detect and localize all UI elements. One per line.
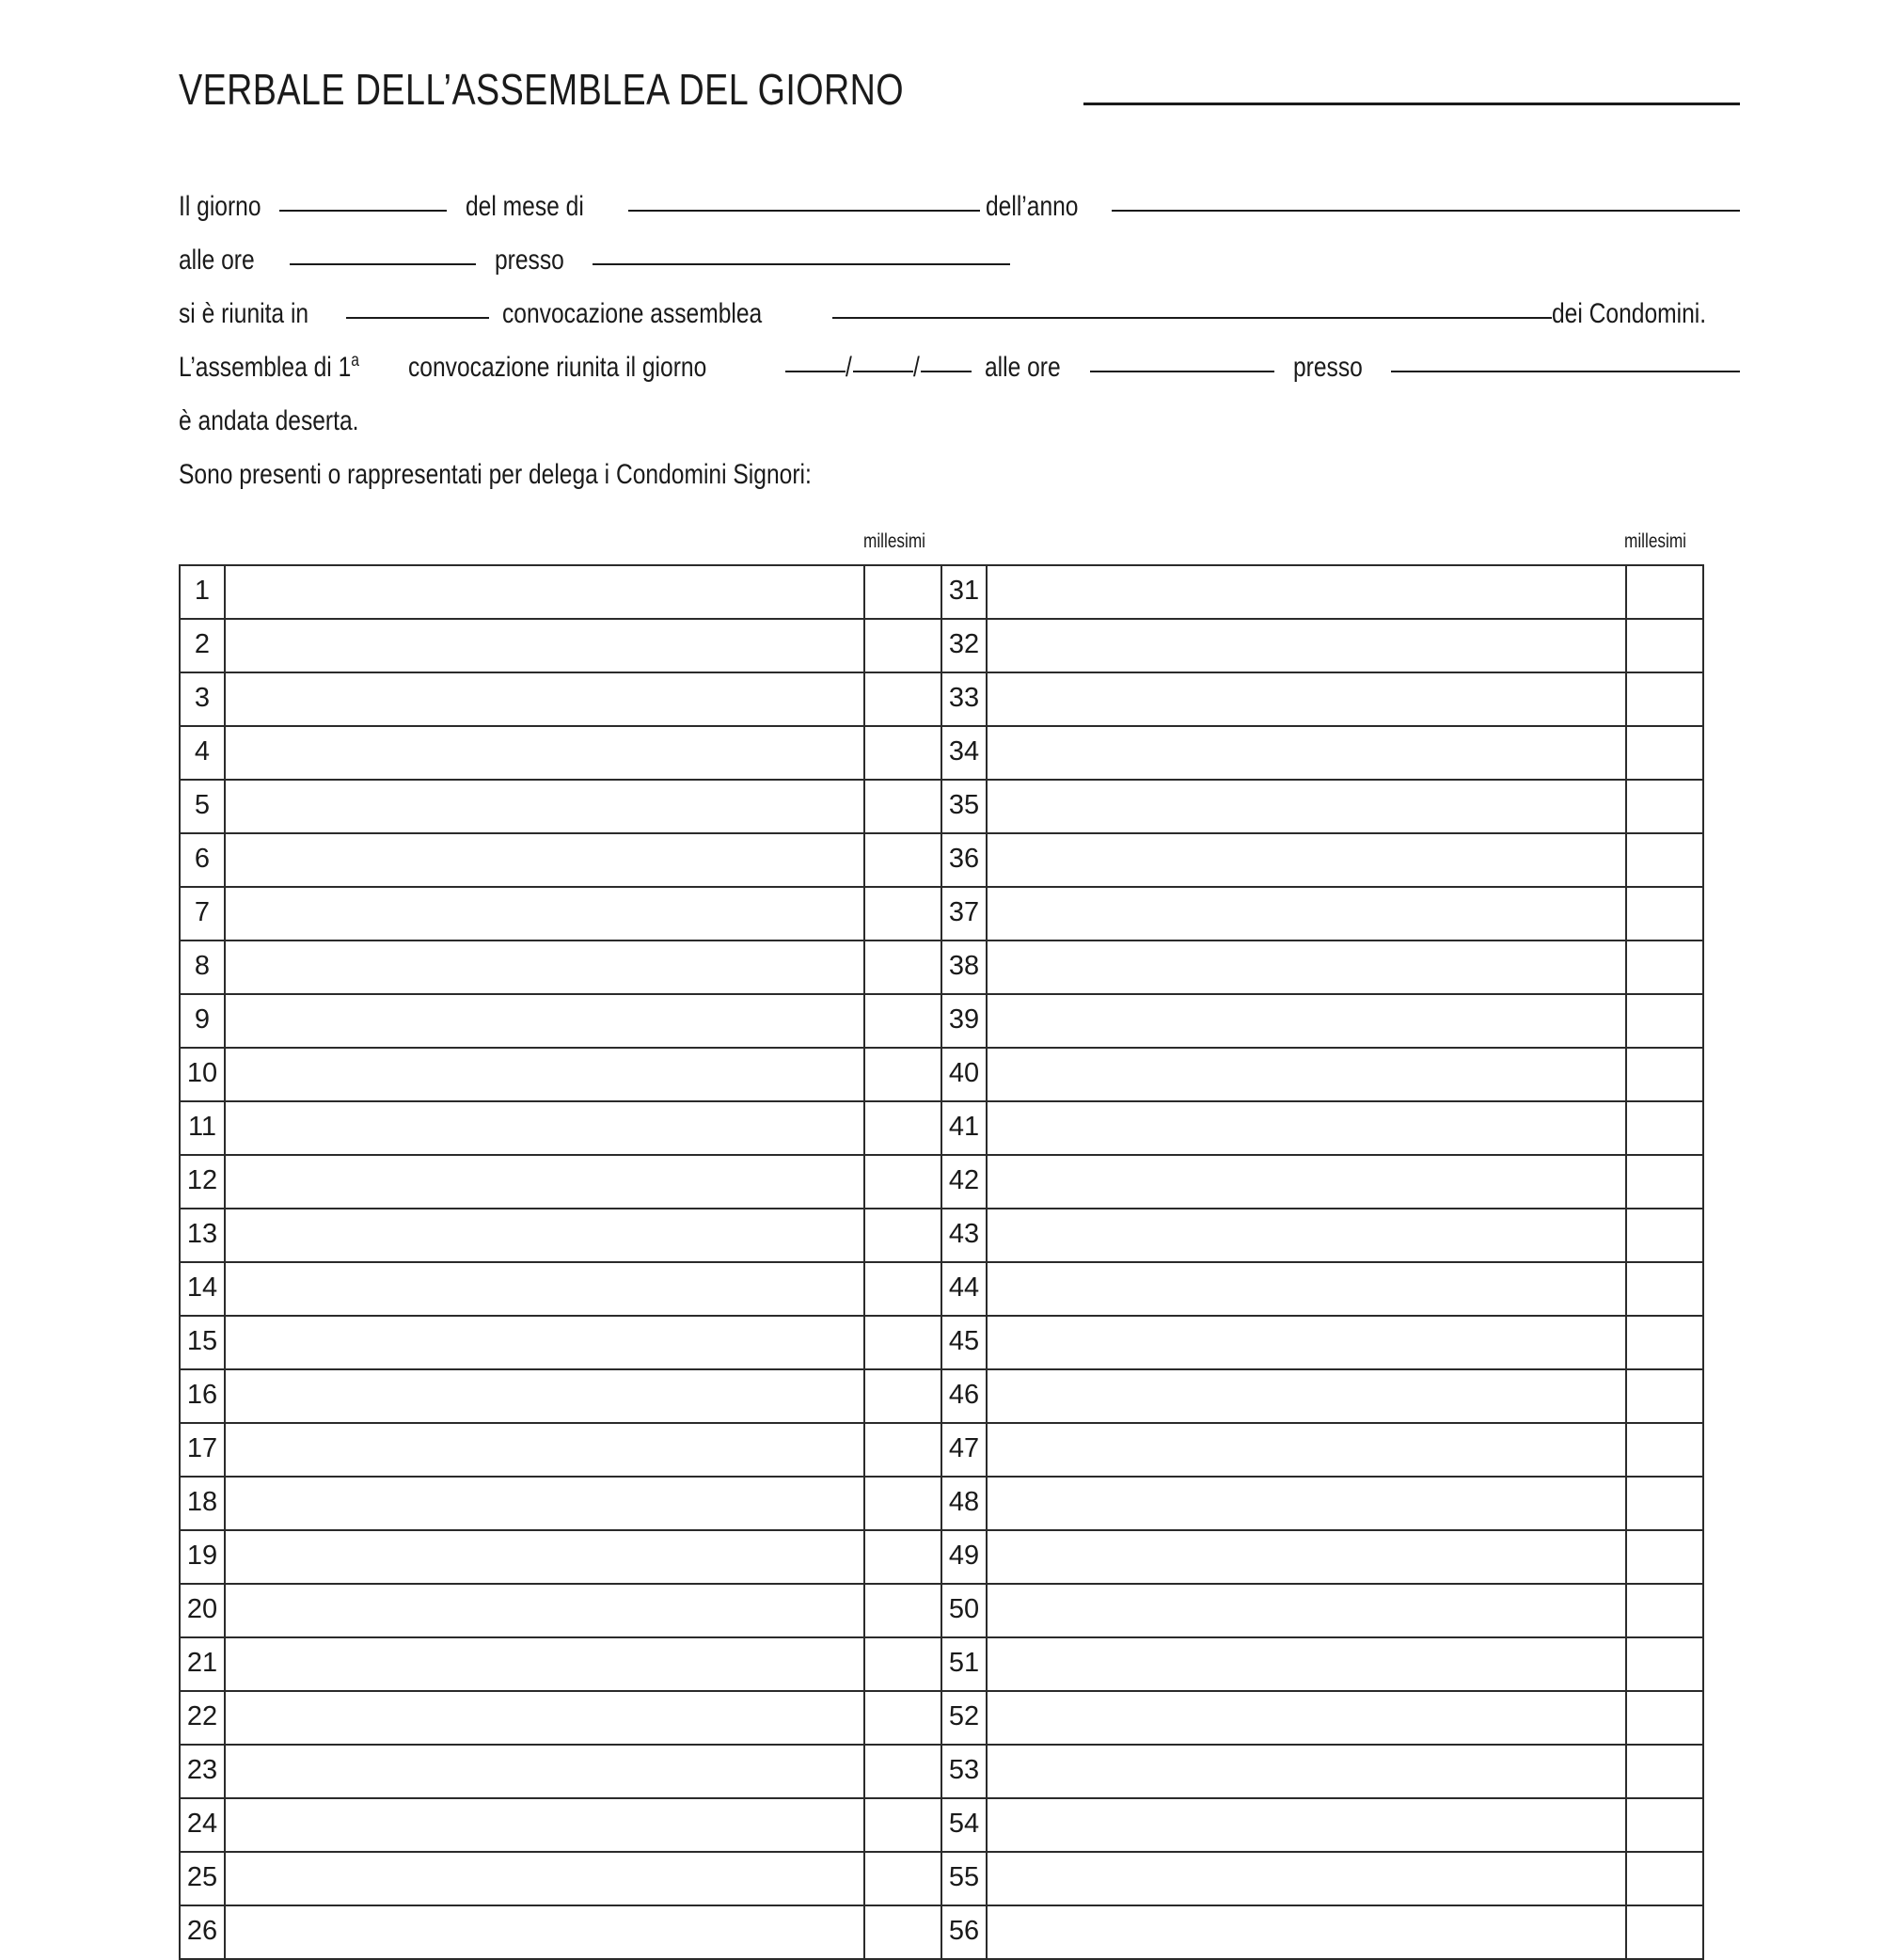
- condomino-name-left[interactable]: [225, 940, 864, 994]
- millesimi-right[interactable]: [1626, 1048, 1703, 1101]
- millesimi-left[interactable]: [864, 780, 941, 833]
- condomino-name-right[interactable]: [987, 1316, 1626, 1369]
- condomino-name-left[interactable]: [225, 1798, 864, 1852]
- millesimi-left[interactable]: [864, 1423, 941, 1477]
- row-number-left: 19: [180, 1530, 225, 1584]
- condomino-name-right[interactable]: [987, 672, 1626, 726]
- condomino-name-left[interactable]: [225, 726, 864, 780]
- millesimi-left[interactable]: [864, 1209, 941, 1262]
- condomino-name-left[interactable]: [225, 833, 864, 887]
- row-number-right: 42: [941, 1155, 987, 1209]
- millesimi-right[interactable]: [1626, 619, 1703, 672]
- label-assemblea-prima-text: L’assemblea di 1: [179, 352, 352, 383]
- condomino-name-left[interactable]: [225, 994, 864, 1048]
- page-title-text: VERBALE DELL’ASSEMBLEA DEL GIORNO: [179, 65, 905, 114]
- date-slash-1: /: [845, 352, 852, 383]
- label-si-e-riunita-in: si è riunita in: [179, 298, 309, 329]
- text-sono-presenti: Sono presenti o rappresentati per delega i Condomini Signori:: [179, 459, 812, 490]
- row-number-left: 5: [180, 780, 225, 833]
- millesimi-left[interactable]: [864, 565, 941, 619]
- table-row: [180, 1584, 1703, 1637]
- condomino-name-right[interactable]: [987, 833, 1626, 887]
- condomino-name-left[interactable]: [225, 1369, 864, 1423]
- row-number-right: 34: [941, 726, 987, 780]
- condomino-name-left[interactable]: [225, 1262, 864, 1316]
- row-number-right: 50: [941, 1584, 987, 1637]
- row-number-right: 44: [941, 1262, 987, 1316]
- table-row: [180, 1155, 1703, 1209]
- table-row: [180, 940, 1703, 994]
- millesimi-right[interactable]: [1626, 780, 1703, 833]
- row-number-left: 15: [180, 1316, 225, 1369]
- millesimi-left[interactable]: [864, 1369, 941, 1423]
- condomino-name-right[interactable]: [987, 940, 1626, 994]
- row-number-right: 38: [941, 940, 987, 994]
- condomino-name-right[interactable]: [987, 1584, 1626, 1637]
- attendance-table: [179, 564, 1704, 1960]
- date-slash-2: /: [912, 352, 920, 383]
- millesimi-left[interactable]: [864, 1798, 941, 1852]
- label-presso: presso: [495, 245, 565, 276]
- label-del-mese-di: del mese di: [465, 191, 584, 222]
- table-row: [180, 1691, 1703, 1745]
- condomino-name-right[interactable]: [987, 1101, 1626, 1155]
- table-row: [180, 1905, 1703, 1959]
- condomino-name-right[interactable]: [987, 1637, 1626, 1691]
- millesimi-right[interactable]: [1626, 1262, 1703, 1316]
- label-alle-ore: alle ore: [179, 245, 255, 276]
- condomino-name-right[interactable]: [987, 1477, 1626, 1530]
- millesimi-left[interactable]: [864, 1691, 941, 1745]
- row-number-left: 1: [180, 565, 225, 619]
- table-row: [180, 833, 1703, 887]
- row-number-right: 48: [941, 1477, 987, 1530]
- millesimi-right[interactable]: [1626, 1155, 1703, 1209]
- millesimi-right[interactable]: [1626, 940, 1703, 994]
- label-ordinal-suffix: a: [351, 351, 359, 371]
- millesimi-right[interactable]: [1626, 672, 1703, 726]
- row-number-right: 53: [941, 1745, 987, 1798]
- table-row: [180, 1852, 1703, 1905]
- millesimi-right[interactable]: [1626, 1477, 1703, 1530]
- condomino-name-left[interactable]: [225, 1637, 864, 1691]
- condomino-name-right[interactable]: [987, 565, 1626, 619]
- table-row: [180, 1477, 1703, 1530]
- millesimi-right[interactable]: [1626, 1584, 1703, 1637]
- millesimi-left[interactable]: [864, 1852, 941, 1905]
- condomino-name-left[interactable]: [225, 780, 864, 833]
- text-andata-deserta: è andata deserta.: [179, 405, 359, 436]
- millesimi-left[interactable]: [864, 1155, 941, 1209]
- table-row: [180, 1048, 1703, 1101]
- millesimi-right[interactable]: [1626, 994, 1703, 1048]
- condomino-name-left[interactable]: [225, 1477, 864, 1530]
- row-number-left: 25: [180, 1852, 225, 1905]
- table-row: [180, 726, 1703, 780]
- condomino-name-left[interactable]: [225, 1745, 864, 1798]
- condomino-name-right[interactable]: [987, 780, 1626, 833]
- row-number-left: 2: [180, 619, 225, 672]
- row-number-right: 52: [941, 1691, 987, 1745]
- millesimi-right[interactable]: [1626, 726, 1703, 780]
- millesimi-left[interactable]: [864, 994, 941, 1048]
- condomino-name-left[interactable]: [225, 1584, 864, 1637]
- table-row: [180, 1745, 1703, 1798]
- table-row: [180, 1316, 1703, 1369]
- millesimi-left[interactable]: [864, 940, 941, 994]
- row-number-right: 43: [941, 1209, 987, 1262]
- row-number-right: 37: [941, 887, 987, 940]
- table-row: [180, 887, 1703, 940]
- condomino-name-left[interactable]: [225, 1155, 864, 1209]
- table-row: [180, 1798, 1703, 1852]
- millesimi-right[interactable]: [1626, 1905, 1703, 1959]
- row-number-right: 39: [941, 994, 987, 1048]
- row-number-right: 45: [941, 1316, 987, 1369]
- millesimi-left[interactable]: [864, 672, 941, 726]
- row-number-left: 18: [180, 1477, 225, 1530]
- millesimi-right[interactable]: [1626, 565, 1703, 619]
- condomino-name-left[interactable]: [225, 887, 864, 940]
- millesimi-caption-left: millesimi: [863, 530, 926, 552]
- label-convocazione-riunita-giorno: convocazione riunita il giorno: [407, 352, 707, 383]
- millesimi-left[interactable]: [864, 619, 941, 672]
- label-presso-2: presso: [1292, 352, 1363, 383]
- row-number-right: 41: [941, 1101, 987, 1155]
- millesimi-left[interactable]: [864, 1101, 941, 1155]
- condomino-name-right[interactable]: [987, 1155, 1626, 1209]
- condomino-name-right[interactable]: [987, 1048, 1626, 1101]
- millesimi-left[interactable]: [864, 833, 941, 887]
- condomino-name-right[interactable]: [987, 1852, 1626, 1905]
- row-number-right: 31: [941, 565, 987, 619]
- row-number-right: 51: [941, 1637, 987, 1691]
- millesimi-left[interactable]: [864, 1262, 941, 1316]
- millesimi-right[interactable]: [1626, 1691, 1703, 1745]
- condomino-name-left[interactable]: [225, 1423, 864, 1477]
- condomino-name-left[interactable]: [225, 565, 864, 619]
- table-row: [180, 1262, 1703, 1316]
- condomino-name-right[interactable]: [987, 1905, 1626, 1959]
- millesimi-left[interactable]: [864, 1048, 941, 1101]
- millesimi-right[interactable]: [1626, 1530, 1703, 1584]
- millesimi-left[interactable]: [864, 887, 941, 940]
- condomino-name-left[interactable]: [225, 1905, 864, 1959]
- millesimi-left[interactable]: [864, 1530, 941, 1584]
- millesimi-right[interactable]: [1626, 1637, 1703, 1691]
- table-row: [180, 1530, 1703, 1584]
- label-il-giorno: Il giorno: [179, 191, 261, 222]
- millesimi-left[interactable]: [864, 1745, 941, 1798]
- millesimi-right[interactable]: [1626, 833, 1703, 887]
- condomino-name-right[interactable]: [987, 994, 1626, 1048]
- condomino-name-right[interactable]: [987, 1745, 1626, 1798]
- row-number-left: 12: [180, 1155, 225, 1209]
- millesimi-left[interactable]: [864, 726, 941, 780]
- condomino-name-left[interactable]: [225, 1691, 864, 1745]
- row-number-right: 35: [941, 780, 987, 833]
- table-row: [180, 1423, 1703, 1477]
- condomino-name-right[interactable]: [987, 1691, 1626, 1745]
- row-number-left: 24: [180, 1798, 225, 1852]
- millesimi-left[interactable]: [864, 1637, 941, 1691]
- table-row: [180, 672, 1703, 726]
- condomino-name-left[interactable]: [225, 672, 864, 726]
- row-number-left: 10: [180, 1048, 225, 1101]
- row-number-left: 11: [180, 1101, 225, 1155]
- row-number-right: 46: [941, 1369, 987, 1423]
- millesimi-right[interactable]: [1626, 1316, 1703, 1369]
- table-row: [180, 1101, 1703, 1155]
- attendance-table-body: [180, 565, 1703, 1959]
- table-row: [180, 619, 1703, 672]
- millesimi-caption-right: millesimi: [1624, 530, 1687, 552]
- label-alle-ore-2: alle ore: [984, 352, 1061, 383]
- row-number-left: 21: [180, 1637, 225, 1691]
- row-number-left: 26: [180, 1905, 225, 1959]
- millesimi-left[interactable]: [864, 1905, 941, 1959]
- condomino-name-left[interactable]: [225, 1852, 864, 1905]
- table-row: [180, 565, 1703, 619]
- row-number-left: 9: [180, 994, 225, 1048]
- millesimi-right[interactable]: [1626, 1101, 1703, 1155]
- condomino-name-right[interactable]: [987, 619, 1626, 672]
- row-number-left: 23: [180, 1745, 225, 1798]
- row-number-left: 20: [180, 1584, 225, 1637]
- millesimi-left[interactable]: [864, 1477, 941, 1530]
- condomino-name-left[interactable]: [225, 1101, 864, 1155]
- row-number-left: 22: [180, 1691, 225, 1745]
- condomino-name-left[interactable]: [225, 1316, 864, 1369]
- row-number-left: 13: [180, 1209, 225, 1262]
- row-number-right: 56: [941, 1905, 987, 1959]
- row-number-left: 7: [180, 887, 225, 940]
- condomino-name-right[interactable]: [987, 1798, 1626, 1852]
- condomino-name-right[interactable]: [987, 1423, 1626, 1477]
- row-number-left: 3: [180, 672, 225, 726]
- condomino-name-left[interactable]: [225, 1530, 864, 1584]
- row-number-left: 6: [180, 833, 225, 887]
- row-number-right: 47: [941, 1423, 987, 1477]
- row-number-right: 54: [941, 1798, 987, 1852]
- condomino-name-left[interactable]: [225, 619, 864, 672]
- row-number-right: 40: [941, 1048, 987, 1101]
- table-row: [180, 994, 1703, 1048]
- label-convocazione-assemblea: convocazione assemblea: [502, 298, 763, 329]
- condomino-name-left[interactable]: [225, 1209, 864, 1262]
- table-row: [180, 1369, 1703, 1423]
- millesimi-right[interactable]: [1626, 1209, 1703, 1262]
- row-number-left: 17: [180, 1423, 225, 1477]
- row-number-left: 4: [180, 726, 225, 780]
- millesimi-left[interactable]: [864, 1584, 941, 1637]
- label-dell-anno: dell’anno: [986, 191, 1079, 222]
- millesimi-right[interactable]: [1626, 887, 1703, 940]
- condomino-name-left[interactable]: [225, 1048, 864, 1101]
- condomino-name-right[interactable]: [987, 1262, 1626, 1316]
- row-number-right: 55: [941, 1852, 987, 1905]
- row-number-right: 33: [941, 672, 987, 726]
- row-number-right: 32: [941, 619, 987, 672]
- row-number-left: 16: [180, 1369, 225, 1423]
- condomino-name-right[interactable]: [987, 1369, 1626, 1423]
- row-number-left: 8: [180, 940, 225, 994]
- row-number-left: 14: [180, 1262, 225, 1316]
- millesimi-right[interactable]: [1626, 1852, 1703, 1905]
- millesimi-right[interactable]: [1626, 1745, 1703, 1798]
- millesimi-right[interactable]: [1626, 1798, 1703, 1852]
- row-number-right: 36: [941, 833, 987, 887]
- millesimi-left[interactable]: [864, 1316, 941, 1369]
- millesimi-right[interactable]: [1626, 1423, 1703, 1477]
- table-row: [180, 780, 1703, 833]
- condomino-name-right[interactable]: [987, 887, 1626, 940]
- condomino-name-right[interactable]: [987, 1209, 1626, 1262]
- table-row: [180, 1637, 1703, 1691]
- condomino-name-right[interactable]: [987, 1530, 1626, 1584]
- row-number-right: 49: [941, 1530, 987, 1584]
- label-dei-condomini: dei Condomini.: [1551, 298, 1706, 329]
- millesimi-right[interactable]: [1626, 1369, 1703, 1423]
- condomino-name-right[interactable]: [987, 726, 1626, 780]
- table-row: [180, 1209, 1703, 1262]
